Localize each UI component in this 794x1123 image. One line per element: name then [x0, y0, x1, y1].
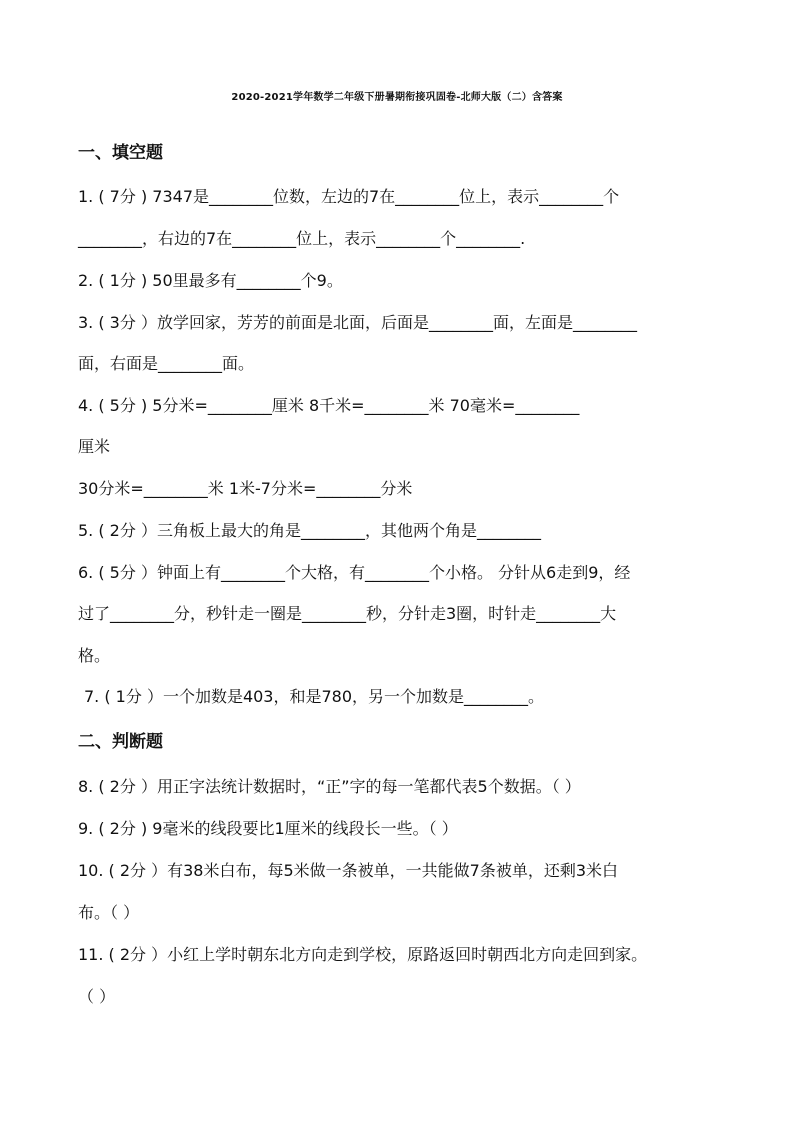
question-line: 2. ( 1分 ) 50里最多有________个9。 [78, 271, 343, 290]
question-line: 6. ( 5分 ）钟面上有________个大格，有________个小格。 分针从6走到9，经 [78, 563, 631, 582]
question-line: 10. ( 2分 ）有38米白布，每5米做一条被单，一共能做7条被单，还剩3米白 [78, 861, 619, 880]
section-heading-fill-in: 一、填空题 [78, 143, 163, 163]
question-line: 30分米=________米 1米-7分米=________分米 [78, 479, 413, 498]
question-line: 布。（ ） [78, 903, 140, 922]
question-line: 4. ( 5分 ) 5分米=________厘米 8千米=________米 70毫米=________ [78, 396, 580, 415]
question-line: 8. ( 2分 ）用正字法统计数据时，“正”字的每一笔都代表5个数据。（ ） [78, 777, 581, 796]
question-line: ________，右边的7在________位上，表示________个________. [78, 229, 526, 248]
page-title: 2020-2021学年数学二年级下册暑期衔接巩固卷-北师大版（二）含答案 [231, 92, 563, 103]
question-line: 5. ( 2分 ）三角板上最大的角是________，其他两个角是________ [78, 521, 541, 540]
question-line: 9. ( 2分 ) 9毫米的线段要比1厘米的线段长一些。（ ） [78, 819, 458, 838]
question-line: 过了________分，秒针走一圈是________秒，分针走3圈，时针走________大 [78, 604, 617, 623]
section-heading-true-false: 二、判断题 [78, 732, 163, 752]
question-line: 7. ( 1分 ）一个加数是403，和是780，另一个加数是________。 [84, 687, 545, 706]
question-line: （ ） [78, 987, 116, 1006]
question-line: 厘米 [78, 437, 111, 456]
question-line: 格。 [78, 646, 111, 665]
question-line: 面，右面是________面。 [78, 354, 255, 373]
question-line: 3. ( 3分 ）放学回家，芳芳的前面是北面，后面是________面，左面是________ [78, 313, 637, 332]
question-line: 11. ( 2分 ）小红上学时朝东北方向走到学校，原路返回时朝西北方向走回到家。 [78, 945, 648, 964]
question-line: 1. ( 7分 ) 7347是________位数，左边的7在________位上，表示________个 [78, 187, 620, 206]
